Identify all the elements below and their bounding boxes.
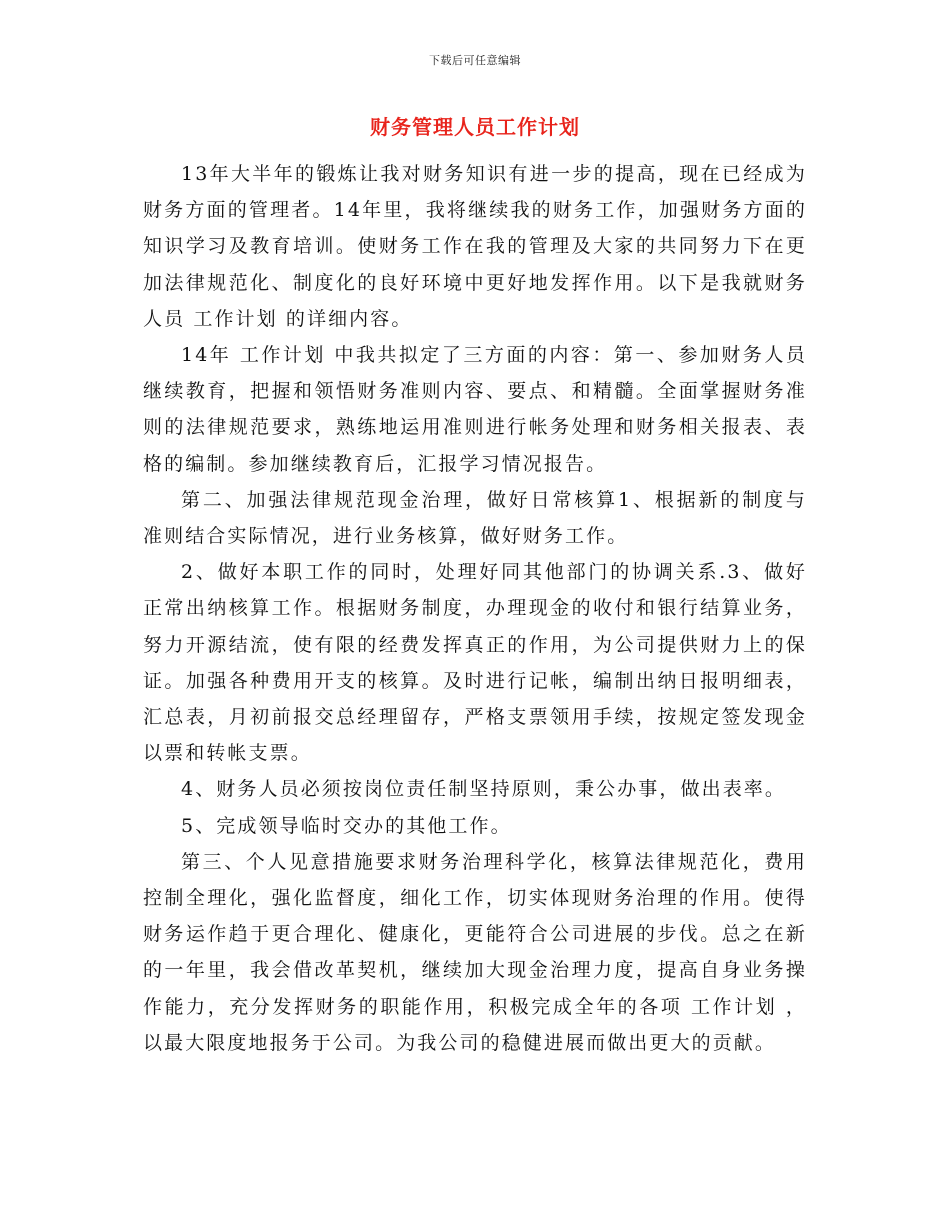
document-body [143, 156, 807, 1061]
paragraph-part-three: 第三、个人见意措施要求财务治理科学化，核算法律规范化，费用控制全理化，强化监督度，细化工作，切实体现财务治理的作用。使得财务运作趋于更合理化、健康化，更能符合公司进展的步伐。总之在新的一年里，我会借改革契机，继续加大现金治理力度，提高自身业务操作能力，充分发挥财务的职能作用，积极完成全年的各项 工作计划 ，以最大限度地报务于公司。为我公司的稳健进展而做出更大的贡献。 [143, 850, 807, 1054]
paragraph-part-two: 第二、加强法律规范现金治理，做好日常核算1、根据新的制度与准则结合实际情况，进行业务核算，做好财务工作。 [143, 488, 807, 548]
paragraph-item-4: 4、财务人员必须按岗位责任制坚持原则，秉公办事，做出表率。 [181, 778, 786, 801]
header-note: 下载后可任意编辑 [429, 54, 521, 67]
paragraph-part-one: 14年 工作计划 中我共拟定了三方面的内容：第一、参加财务人员继续教育，把握和领悟财务准则内容、要点、和精髓。全面掌握财务准则的法律规范要求，熟练地运用准则进行帐务处理和财务相关报表、表格的编制。参加继续教育后，汇报学习情况报告。 [143, 344, 807, 475]
paragraph-intro: 13年大半年的锻炼让我对财务知识有进一步的提高，现在已经成为财务方面的管理者。14年里，我将继续我的财务工作，加强财务方面的知识学习及教育培训。使财务工作在我的管理及大家的共同努力下在更加法律规范化、制度化的良好环境中更好地发挥作用。以下是我就财务人员 工作计划 的详细内容。 [143, 163, 807, 330]
paragraph-item-5: 5、完成领导临时交办的其他工作。 [181, 814, 512, 837]
document-title: 财务管理人员工作计划 [370, 115, 580, 139]
paragraph-item-2-3: 2、做好本职工作的同时，处理好同其他部门的协调关系.3、做好正常出纳核算工作。根据财务制度，办理现金的收付和银行结算业务，努力开源结流，使有限的经费发挥真正的作用，为公司提供财力上的保证。加强各种费用开支的核算。及时进行记帐，编制出纳日报明细表，汇总表，月初前报交总经理留存，严格支票领用手续，按规定签发现金以票和转帐支票。 [143, 561, 807, 765]
